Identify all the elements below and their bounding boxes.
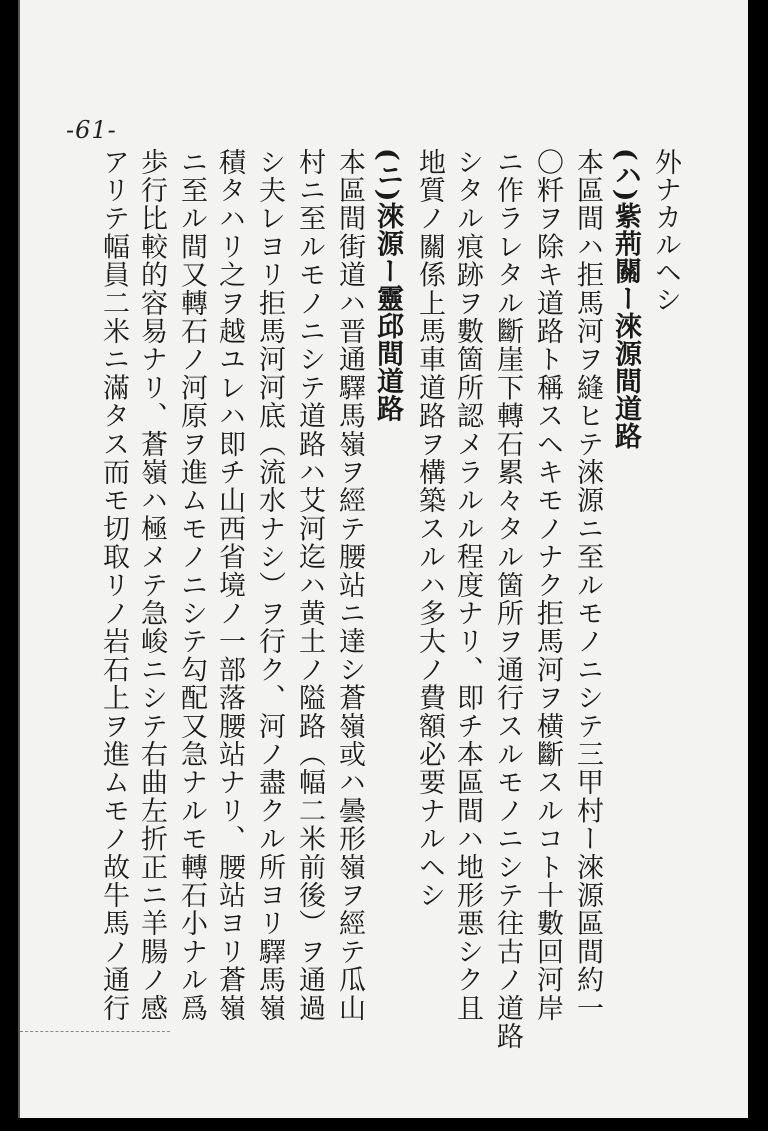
text-column-12: 積タハリ之ヲ越ユレハ即チ山西省境ノ一部落腰站ナリ、腰站ヨリ蒼嶺	[214, 148, 245, 1023]
text-column-11: シ夫レヨリ拒馬河河底（流水ナシ）ヲ行ク、河ノ盡クル所ヨリ驛馬嶺	[254, 148, 285, 1023]
text-column-14: 歩行比較的容易ナリ、蒼嶺ハ極メテ急峻ニシテ右曲左折正ニ羊腸ノ感	[136, 148, 167, 1023]
text-column-4: 〇粁ヲ除キ道路ト稱スヘキモノナク拒馬河ヲ横斷スルコト十數回河岸	[532, 148, 563, 1023]
text-column-9: 本區間街道ハ晋通驛馬嶺ヲ經テ腰站ニ達シ蒼嶺或ハ曇形嶺ヲ經テ瓜山	[334, 148, 365, 1023]
page-number: -61-	[66, 116, 117, 144]
text-column-3: 本區間ハ拒馬河ヲ縫ヒテ淶源ニ至ルモノニシテ三甲村ー淶源區間約一	[572, 148, 603, 1023]
section-heading-ha: (ハ)紫荊關ー淶源間道路	[610, 148, 641, 450]
document-page	[18, 0, 750, 1131]
scan-left-border	[0, 0, 18, 1131]
text-column-5: ニ作ラレタル斷崖下轉石累々タル箇所ヲ通行スルモノニシテ往古ノ道路	[492, 148, 523, 1051]
text-column-6: シタル痕跡ヲ數箇所認メラルル程度ナリ、即チ本區間ハ地形悪シク且	[452, 148, 483, 1023]
text-column-7: 地質ノ關係上馬車道路ヲ構築スルハ多大ノ費額必要ナルヘシ	[414, 148, 445, 910]
scan-bottom-border	[0, 1118, 768, 1131]
scan-right-border	[748, 0, 768, 1131]
text-column-10: 村ニ至ルモノニシテ道路ハ艾河迄ハ黄土ノ隘路（幅二米前後）ヲ通過	[294, 148, 325, 1023]
fold-line	[20, 1031, 170, 1032]
text-column-13: ニ至ル間又轉石ノ河原ヲ進ムモノニシテ勾配又急ナルモ轉石小ナル爲	[176, 148, 207, 1023]
section-heading-ni: (ニ)淶源ー靈邱間道路	[372, 148, 403, 423]
text-column-1: 外ナカルヘシ	[650, 148, 681, 313]
text-column-15: アリテ幅員二米ニ滿タス而モ切取リノ岩石上ヲ進ムモノ故牛馬ノ通行	[98, 148, 129, 1023]
